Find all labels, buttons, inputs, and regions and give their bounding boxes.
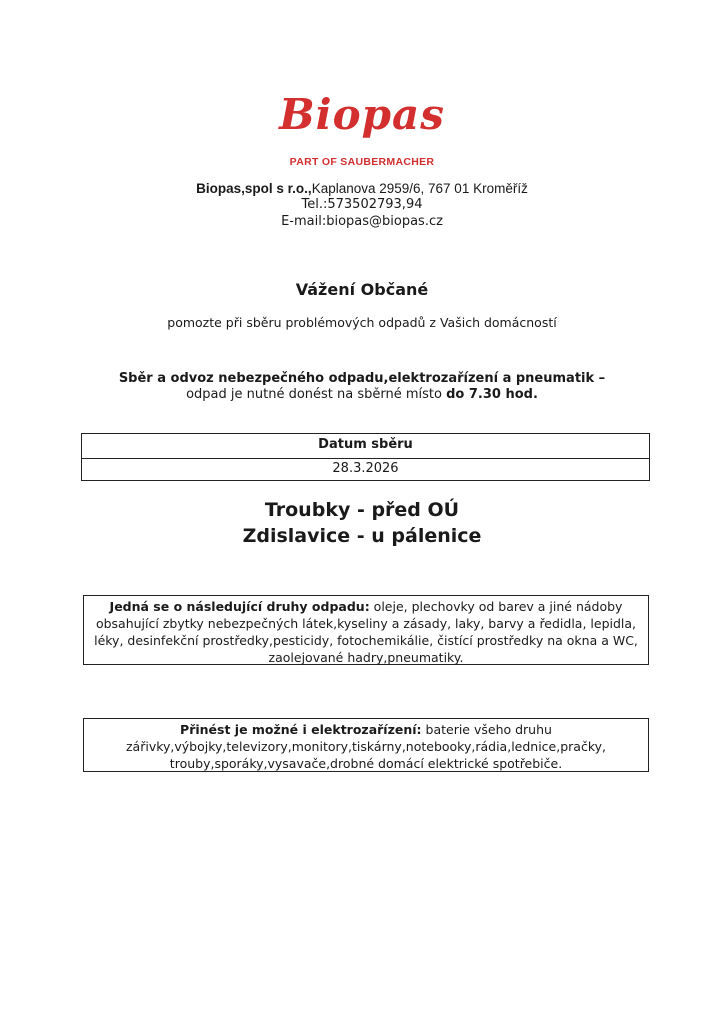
electronics-box xyxy=(83,718,649,772)
greeting-subtext: pomozte při sběru problémových odpadů z Vašich domácností xyxy=(167,315,557,330)
waste-types-label: Jedná se o následující druhy odpadu: xyxy=(109,599,370,614)
company-phone: Tel.:573502793,94 xyxy=(301,197,423,212)
collection-location-1: Troubky - před OÚ xyxy=(264,499,460,521)
company-name: Biopas,spol s r.o., xyxy=(196,181,312,196)
company-email: E-mail:biopas@biopas.cz xyxy=(281,214,443,229)
waste-types-box xyxy=(83,595,649,665)
announcement-title: Sběr a odvoz nebezpečného odpadu,elektrozařízení a pneumatik – xyxy=(118,371,606,386)
deadline-time: do 7.30 hod. xyxy=(446,387,538,402)
date-table-header: Datum sběru xyxy=(82,434,649,459)
logo-tagline: PART OF SAUBERMACHER xyxy=(289,156,435,168)
company-address xyxy=(0,181,724,196)
collection-location-2: Zdislavice - u pálenice xyxy=(242,525,482,547)
company-logo: Biopas xyxy=(279,90,445,139)
electronics-label: Přinést je možné i elektrozařízení: xyxy=(180,722,422,737)
company-street-address: Kaplanova 2959/6, 767 01 Kroměříž xyxy=(311,181,528,196)
announcement-deadline xyxy=(0,387,724,402)
electronics-text: baterie všeho druhu zářivky,výbojky,televizory,monitory,tiskárny,notebooky,rádia,lednice,pračky, trouby,sporáky,vysavače,drobné domácí elektrické spotřebiče. xyxy=(125,722,606,771)
date-table-value: 28.3.2026 xyxy=(332,461,399,476)
greeting-heading: Vážení Občané xyxy=(295,280,429,299)
waste-types-text: oleje, plechovky od barev a jiné nádoby obsahující zbytky nebezpečných látek,kyseliny a zásady, laky, barvy a ředidla, lepidla, léky, desinfekční prostředky,pesticidy, fotochemikálie, čistící prostředky na okna a WC, zaolejované hadry,pneumatiky. xyxy=(94,599,638,665)
collection-date-table xyxy=(81,433,650,481)
deadline-text: odpad je nutné donést na sběrné místo xyxy=(186,387,447,402)
